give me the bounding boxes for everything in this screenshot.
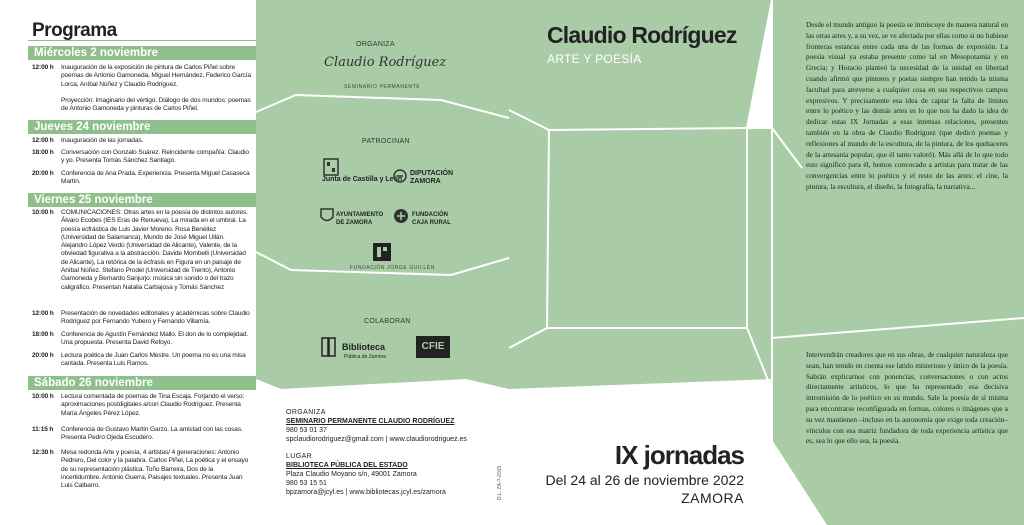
cover-edition: IX jornadas xyxy=(614,440,744,470)
contact-organiza-phone: 980 53 01 37 xyxy=(286,427,327,434)
contact-block xyxy=(286,408,467,497)
ayuntamiento-crest-icon xyxy=(320,207,334,225)
guillen-logo-text: FUNDACIÓN JORGE GUILLÉN xyxy=(350,265,435,271)
biblioteca-logo-text: Biblioteca xyxy=(342,342,386,352)
contact-lugar-mail: bpzamora@jcyl.es | www.bibliotecas.jcyl.es/zamora xyxy=(286,489,446,496)
contact-organiza-name: SEMINARIO PERMANENTE CLAUDIO RODRÍGUEZ xyxy=(286,418,455,425)
cover-city: ZAMORA xyxy=(681,490,744,506)
intro-panel xyxy=(772,0,1024,525)
event-item: Proyección: Imaginario del vértigo. Diálogo de dos mundos: poemas de Antonio Gamoneda y pinturas de Carlos Piñel. xyxy=(61,97,251,113)
signature-logo: Claudio Rodríguez xyxy=(324,55,447,70)
event-item: 20:00 h Lectura poética de Juan Carlos Mestre. Un poema no es una misa cantada. Presenta Luis Ramos. xyxy=(32,352,246,368)
junta-logo-text: Junta de Castilla y León xyxy=(322,176,403,183)
cfie-logo-text: CFIE xyxy=(421,341,445,352)
intro-paragraph-2: Intervendrán creadores que en sus obras, de cualquier naturaleza que sean, han tenido en cuenta ese latido misterioso y único de la poesía. Sabrán explicarnos con ponencias, conversaciones o con actos directamente artísticos, lo que ha representado esa decisiva intromisión de lo poético en su mundo. Sale la poesía de sí misma para encontrarse reconfigurada en formas, colores o imágenes que a su vez mantienen –incluso en la autonomía que exige toda creación– vínculos con esa matriz fundadora de toda experiencia artística que es, sea lo que ello sea, la poesía. xyxy=(806,350,1008,446)
junta-shield-icon xyxy=(322,158,340,176)
programa-title: Programa xyxy=(32,20,117,41)
ayuntamiento-logo-text: AYUNTAMIENTO DE ZAMORA xyxy=(336,212,384,226)
biblioteca-book-icon xyxy=(320,336,340,358)
event-item: 18:00 h Conversación con Gonzalo Suárez. Reincidente compañía: Claudio y yo. Presenta Tomás Sánchez Santiago. xyxy=(32,149,249,165)
caja-rural-logo-text: FUNDACIÓN CAJA RURAL xyxy=(412,212,451,226)
caja-rural-icon xyxy=(392,207,410,225)
logos-panel xyxy=(256,0,509,525)
event-item: 11:15 h Conferencia de Gustavo Martín Garzo. La amistad con las cosas. Presenta Pedro Ojeda Escudero. xyxy=(32,426,243,442)
intro-paragraph-1: Desde el mundo antiguo la poesía se inmiscuye de manera natural en las otras artes y, a su vez, se ve afectada por ellas como si no hubiese fronteras estancas entre cada una de las formas de expresión. La poesía visual ya estaba presente como tal en Mesopotamia y en Grecia; y Horacio planteó la necesidad de la unidad en libertad cuando afirmó que pintores y poetas siempre han tenido la misma facultad para atreverse a cualquier cosa en sus respectivos campos expresivos. Y precisamente esa idea de captar la falta de límites entre lo poético y las demás artes es lo que nos ha dado la idea de dedicar estas IX Jornadas a esas intensas relaciones, presentes también en la obra de Claudio Rodríguez (que dedicó poemas y reflexiones al mundo de la escultura, de la pintura, de los quehaceres de la artesanía popular, que él tanto valoró). Más allá de lo que todo esto significó para él, hemos convocado a artistas para tratar de las convergencias entre lo poético y el resto de las artes: el cine, la pintura, la escultura, el diseño, la fotografía, la narrativa... xyxy=(806,20,1008,191)
cover-subtitle: ARTE Y POESÍA xyxy=(547,52,642,66)
programa-panel xyxy=(0,0,256,525)
event-item: 12:00 h Inauguración de la exposición de pintura de Carlos Piñel sobre poemas de Antonio Gamoneda, Miguel Hernández, Federico García Lorca, Aníbal Núñez y Claudio Rodríguez. xyxy=(32,64,251,88)
event-item: 18:00 h Conferencia de Agustín Fernández Mallo. El don de lo complejidad. Una propuesta. Presenta David Refoyo. xyxy=(32,331,249,347)
cover-dates: Del 24 al 26 de noviembre 2022 xyxy=(545,472,744,488)
legal-deposit: D.L. ZA-?-2015 xyxy=(497,465,503,500)
cover-panel xyxy=(497,0,772,525)
event-item: 12:30 h Mesa redonda Arte y poesía, 4 artistas/ 4 generaciones: Antonio Pedrero, Del color y la palabra. Carlos Piñel, La poética y el ensayo de su representación plástica. Toño Barreira, Dos de la incertidumbre. Antonio Guerra, Paisajes textuales. Presenta Juan Luis Calbarro. xyxy=(32,449,249,490)
event-item: 10:00 h COMUNICACIONES: Otras artes en la poesía de distintos autores. Álvaro Ecobes (IES Eras de Renueva), La mirada en el umbral. La poesía ecfrástica de Luis Javier Moreno. Rosa Benéitez (Universidad de Salamanca), Mundo de José Miguel Ullán. Alejandro López Verdú (Universidad de Alicante), Valente, de la obviedad figurativa a la abstracción. Davide Mombelli (Universidad de Alicante), La retórica de la écfrasis en Figura en un paisaje de Aníbal Núñez. Stefano Prodel (Universidad de Trento), Antonio Gamoneda y Bernardo Sanjurjo: música sin sonido o del trazo caligráfico. Presentan Natalia Carbajosa y Tomás Sánchez xyxy=(32,209,248,291)
divider xyxy=(28,40,256,41)
event-item: 12:00 h Inauguración de las jornadas. xyxy=(32,137,144,144)
contact-lugar-name: BIBLIOTECA PÚBLICA DEL ESTADO xyxy=(286,462,408,469)
cover-title: Claudio Rodríguez xyxy=(547,22,737,48)
contact-organiza-label: ORGANIZA xyxy=(286,409,326,416)
event-item: 20:00 h Conferencia de Ana Prada. Experiencia. Presenta Miguel Casaseca Martín. xyxy=(32,170,250,186)
day-header-wednesday: Miércoles 2 noviembre xyxy=(28,46,256,60)
guillen-logo-icon xyxy=(372,242,392,262)
day-header-friday: Viernes 25 noviembre xyxy=(28,193,256,207)
contact-lugar-phone: 980 53 15 51 xyxy=(286,480,327,487)
cfie-logo xyxy=(416,336,450,358)
seminario-caption: SEMINARIO PERMANENTE xyxy=(344,84,421,90)
contact-lugar-address: Plaza Claudio Moyano s/n, 49001 Zamora xyxy=(286,471,417,478)
event-item: 12:00 h Presentación de novedades editoriales y académicas sobre Claudio Rodríguez por Fernando Yubero y Fernando Villamía. xyxy=(32,310,250,326)
contact-lugar-label: LUGAR xyxy=(286,453,313,460)
day-header-saturday: Sábado 26 noviembre xyxy=(28,376,256,390)
organiza-label: ORGANIZA xyxy=(356,41,395,48)
colaboran-label: COLABORAN xyxy=(364,318,411,325)
diputacion-logo-text: DIPUTACIÓN ZAMORA xyxy=(410,170,454,185)
day-header-thursday: Jueves 24 noviembre xyxy=(28,120,256,134)
biblioteca-logo-sub: Pública de Zamora xyxy=(344,354,386,360)
event-item: 10:00 h Lectura comentada de poemas de Tina Escaja. Forjando el verso: aproximaciones postdigitales a/con Claudio Rodríguez. Presenta María Ángeles Pérez López. xyxy=(32,393,245,417)
diputacion-icon xyxy=(392,168,408,184)
contact-organiza-mail: spclaudiorodriguez@gmail.com | www.claudiorodriguez.es xyxy=(286,436,467,443)
patrocinan-label: PATROCINAN xyxy=(362,138,410,145)
